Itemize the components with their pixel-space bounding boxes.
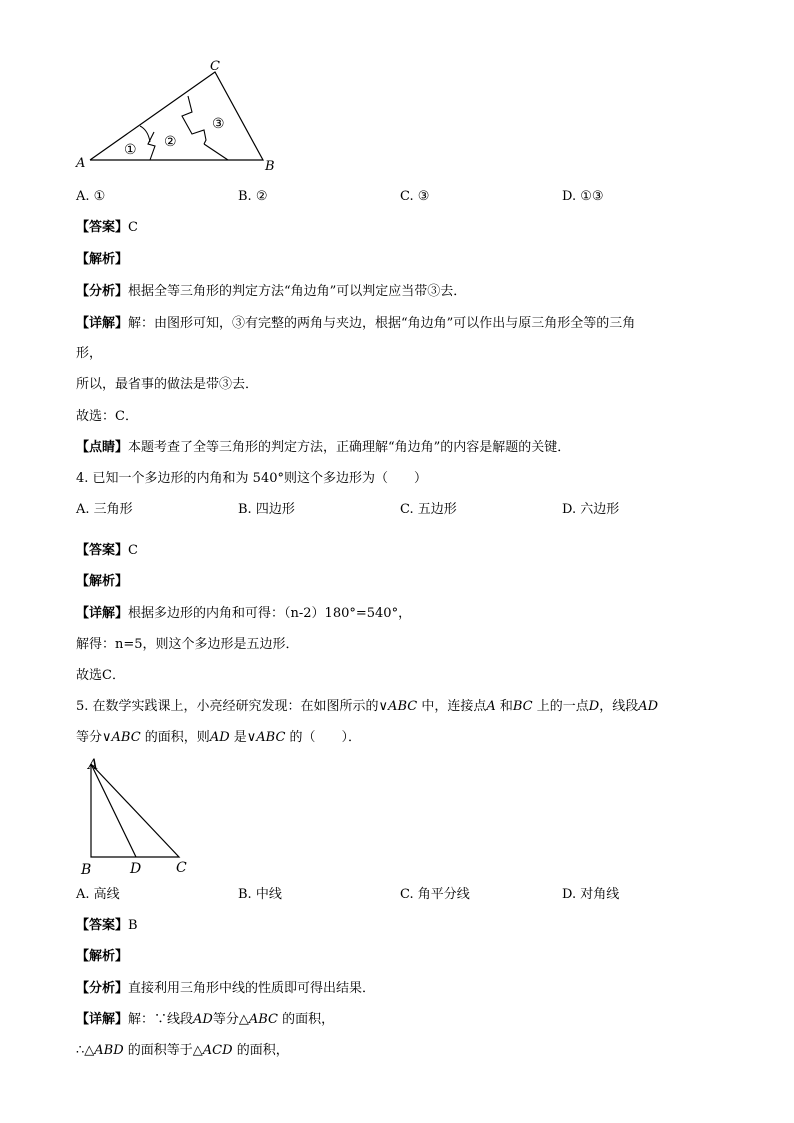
label-c: C	[176, 860, 187, 876]
q4-xiangjie-3: 故选C．	[76, 668, 125, 683]
q5-xiangjie-1	[76, 1011, 334, 1029]
xiangjie-text: 解：由图形可知，③有完整的两角与夹边，根据“角边角”可以作出与原三角形全等的三角	[128, 316, 636, 331]
segment-ad: AD	[638, 699, 659, 714]
q5-stem-2	[76, 729, 361, 747]
median-ad	[91, 764, 136, 857]
triangle-abc: ∨ABC	[246, 730, 286, 745]
q4-answer	[76, 542, 138, 560]
xiangjie-text: 的面积，	[278, 1012, 335, 1027]
fenxi-text: 根据全等三角形的判定方法“角边角”可以判定应当带③去．	[128, 284, 467, 299]
region-1: ①	[124, 142, 137, 158]
segment-ad: AD	[209, 730, 230, 745]
q3-option-b: B. ②	[238, 189, 268, 204]
segment-ad: AD	[193, 1012, 213, 1027]
segment-bc: BC	[512, 699, 533, 714]
answer-label: 【答案】	[76, 220, 129, 235]
stem-text: 上的一点	[532, 699, 589, 714]
q3-xiangjie-1	[76, 315, 635, 333]
q3-option-c: C. ③	[400, 189, 430, 204]
q3-options	[76, 188, 736, 206]
q4-options	[76, 501, 736, 519]
point-d: D	[588, 699, 600, 714]
q4-option-d: D. 六边形	[562, 502, 620, 517]
q3-xiangjie-3: 所以，最省事的做法是带③去．	[76, 377, 259, 392]
q5-option-c: C. 角平分线	[400, 887, 470, 902]
fenxi-label: 【分析】	[76, 981, 129, 996]
q5-stem-1	[76, 698, 658, 716]
label-a: A	[76, 156, 86, 171]
q3-xiangjie-4: 故选：C．	[76, 409, 138, 424]
xiangjie-label: 【详解】	[76, 606, 129, 621]
q5-answer	[76, 917, 138, 935]
tear-line-2	[182, 96, 206, 144]
q4-xiangjie-1	[76, 605, 411, 623]
q5-xiangjie-2	[76, 1042, 289, 1060]
point-a: A	[486, 699, 496, 714]
label-d: D	[130, 861, 142, 877]
region-3: ③	[212, 116, 225, 132]
stem-text: 5. 在数学实践课上，小亮经研究发现：在如图所示的	[76, 699, 379, 714]
label-b: B	[81, 862, 92, 877]
answer-value: C	[128, 543, 138, 558]
q3-fenxi	[76, 283, 466, 301]
triangle-outline	[91, 764, 179, 857]
xiangjie-label: 【详解】	[76, 1012, 129, 1027]
q4-analysis-label: 【解析】	[76, 574, 129, 589]
q3-analysis-label: 【解析】	[76, 252, 129, 267]
q4-option-b: B. 四边形	[238, 502, 295, 517]
xiangjie-text: 等分	[212, 1012, 239, 1027]
q3-answer	[76, 219, 138, 237]
dianjing-label: 【点睛】	[76, 440, 129, 455]
q4-option-c: C. 五边形	[400, 502, 457, 517]
stem-text: 中，连接点	[417, 699, 487, 714]
region-2: ②	[164, 134, 177, 150]
q3-option-a: A. ①	[76, 189, 106, 204]
triangle-abd: △ABD	[84, 1043, 124, 1058]
q5-analysis-label: 【解析】	[76, 949, 129, 964]
triangle-abc-figure	[76, 752, 196, 877]
xiangjie-text: 根据多边形的内角和可得：（n-2）180°=540°，	[128, 606, 412, 621]
stem-text: ，线段	[599, 699, 639, 714]
q3-xiangjie-2: 形，	[76, 346, 103, 361]
xiangjie-label: 【详解】	[76, 316, 129, 331]
angle-arc	[140, 126, 150, 142]
xiangjie-text: 解：∵线段	[128, 1012, 194, 1027]
label-b: B	[265, 159, 275, 174]
triangle-abc: ∨ABC	[102, 730, 141, 745]
triangle-acd: △ACD	[192, 1043, 233, 1058]
q3-dianjing	[76, 439, 570, 457]
q5-option-b: B. 中线	[238, 887, 282, 902]
xiangjie-text: ∴	[76, 1043, 85, 1058]
fenxi-text: 直接利用三角形中线的性质即可得出结果．	[128, 981, 376, 996]
stem-text: 和	[495, 699, 513, 714]
stem-text: 的（ ）．	[285, 730, 362, 745]
label-c: C	[210, 60, 220, 74]
q4-stem: 4. 已知一个多边形的内角和为 540°则这个多边形为（ ）	[76, 471, 427, 486]
dianjing-text: 本题考查了全等三角形的判定方法，正确理解“角边角”的内容是解题的关键．	[128, 440, 571, 455]
label-a: A	[88, 757, 99, 773]
q5-option-d: D. 对角线	[562, 887, 620, 902]
answer-value: B	[128, 918, 138, 933]
xiangjie-text: 的面积，	[232, 1043, 289, 1058]
stem-text: 是	[229, 730, 247, 745]
answer-label: 【答案】	[76, 543, 129, 558]
q5-option-a: A. 高线	[76, 887, 120, 902]
triangle-abc: △ABC	[238, 1012, 278, 1027]
q5-fenxi	[76, 980, 375, 998]
xiangjie-text: 的面积等于	[123, 1043, 193, 1058]
fenxi-label: 【分析】	[76, 284, 129, 299]
stem-text: 的面积，则	[140, 730, 210, 745]
answer-label: 【答案】	[76, 918, 129, 933]
tear-line-3	[204, 144, 228, 160]
triangle-pieces-figure	[70, 60, 290, 175]
q5-options	[76, 886, 736, 904]
stem-text: 等分	[76, 730, 103, 745]
q4-option-a: A. 三角形	[76, 502, 133, 517]
answer-value: C	[128, 220, 138, 235]
q3-option-d: D. ①③	[562, 189, 604, 204]
q4-xiangjie-2: 解得：n=5，则这个多边形是五边形．	[76, 637, 299, 652]
triangle-abc: ∨ABC	[378, 699, 418, 714]
